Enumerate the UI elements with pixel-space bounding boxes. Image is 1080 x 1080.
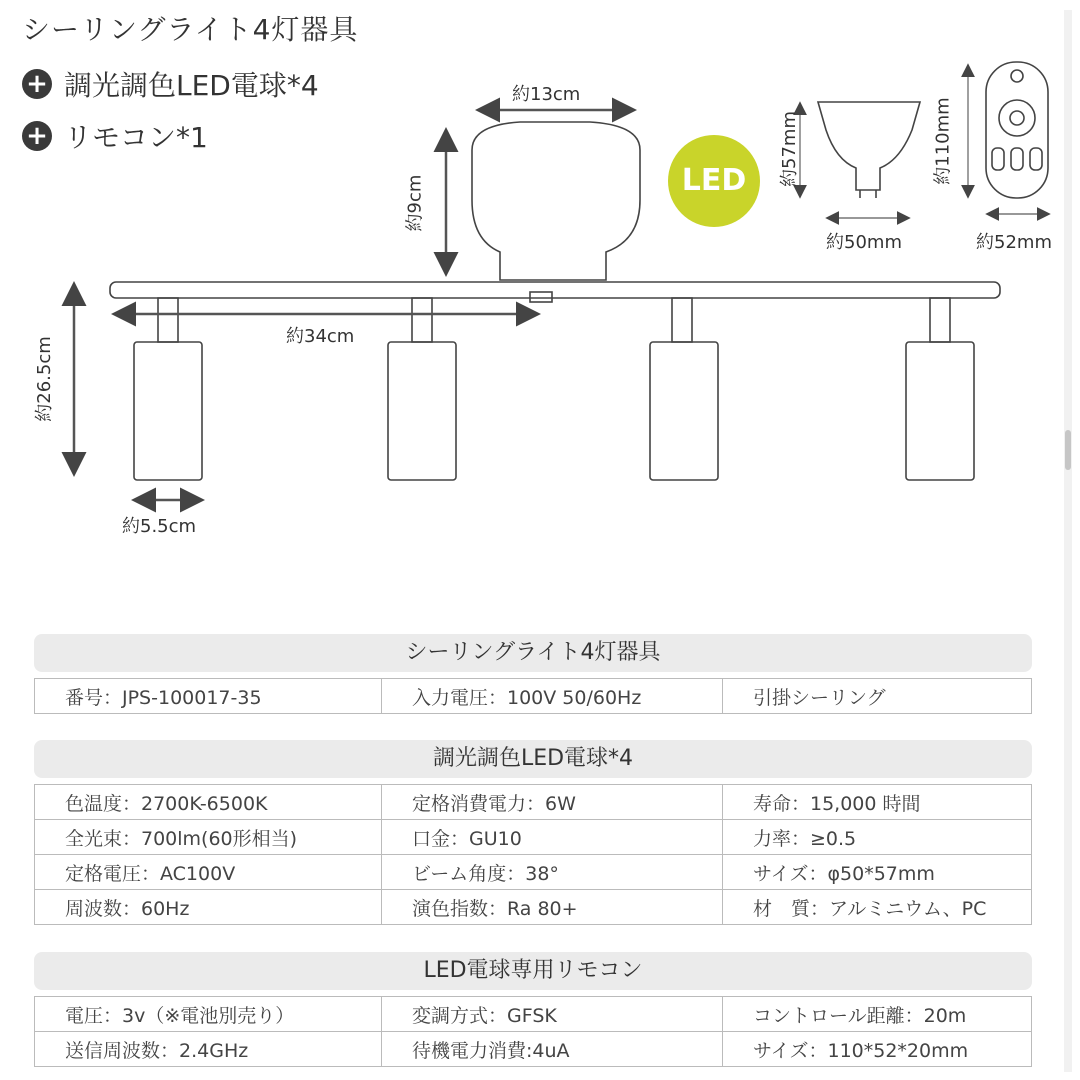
spec-cell: 口金：GU10 <box>382 820 723 855</box>
led-badge: LED <box>668 135 760 227</box>
spec-cell: 定格消費電力：6W <box>382 785 723 820</box>
spec-table <box>34 996 1032 1067</box>
spec-cell: 周波数：60Hz <box>35 890 382 925</box>
spec-cell: コントロール距離：20m <box>723 997 1032 1032</box>
spec-cell: 材 質：アルミニウム、PC <box>723 890 1032 925</box>
bulb-outline <box>818 102 920 190</box>
arm-center-joint <box>530 292 552 302</box>
spec-header: シーリングライト4灯器具 <box>34 634 1032 672</box>
spotlight-3 <box>650 298 718 480</box>
spec-cell: 定格電圧：AC100V <box>35 855 382 890</box>
included-item-label: 調光調色LED電球*4 <box>64 69 319 102</box>
spec-cell: 演色指数：Ra 80+ <box>382 890 723 925</box>
spec-cell: 変調方式：GFSK <box>382 997 723 1032</box>
dim-remote-height: 約110mm <box>932 97 954 185</box>
spec-cell: 引掛シーリング <box>723 679 1032 714</box>
spec-cell: 入力電圧：100V 50/60Hz <box>382 679 723 714</box>
dim-canopy-width: 約13cm <box>512 84 581 105</box>
dim-canopy-height: 約9cm <box>404 174 426 232</box>
dim-bulb-height: 約57mm <box>778 111 800 187</box>
product-title: シーリングライト4灯器具 <box>22 13 359 46</box>
spec-cell: 力率：≥0.5 <box>723 820 1032 855</box>
table-row <box>35 785 1032 820</box>
canopy-outline <box>472 122 640 280</box>
table-row <box>35 820 1032 855</box>
spotlight-2 <box>388 298 456 480</box>
spec-cell: 番号：JPS-100017-35 <box>35 679 382 714</box>
dim-remote-width: 約52mm <box>976 232 1052 253</box>
spotlight-4 <box>906 298 974 480</box>
spec-table <box>34 784 1032 925</box>
plus-icon: + <box>22 69 52 99</box>
spec-cell: サイズ：110*52*20mm <box>723 1032 1032 1067</box>
dim-bulb-width: 約50mm <box>826 232 902 253</box>
spec-section-remote <box>34 952 1032 1067</box>
spec-cell: 電圧：3v（※電池別売り） <box>35 997 382 1032</box>
spec-table <box>34 678 1032 714</box>
table-row <box>35 890 1032 925</box>
spec-cell: 寿命：15,000 時間 <box>723 785 1032 820</box>
spec-section-bulb <box>34 740 1032 925</box>
spec-cell: 色温度：2700K-6500K <box>35 785 382 820</box>
dim-total-height: 約26.5cm <box>33 336 55 422</box>
table-row <box>35 997 1032 1032</box>
spec-header: LED電球専用リモコン <box>34 952 1032 990</box>
spec-cell: 全光束：700lm(60形相当) <box>35 820 382 855</box>
table-row <box>35 1032 1032 1067</box>
included-item-label: リモコン*1 <box>64 121 208 154</box>
plus-icon: + <box>22 121 52 151</box>
spec-cell: サイズ：φ50*57mm <box>723 855 1032 890</box>
dim-arm-length: 約34cm <box>286 326 355 347</box>
spec-section-fixture <box>34 634 1032 714</box>
spotlight-1 <box>134 298 202 480</box>
table-row <box>35 855 1032 890</box>
table-row <box>35 679 1032 714</box>
spec-cell: ビーム角度：38° <box>382 855 723 890</box>
spec-header: 調光調色LED電球*4 <box>34 740 1032 778</box>
spec-cell: 待機電力消費:4uA <box>382 1032 723 1067</box>
dim-shade-width: 約5.5cm <box>122 516 197 537</box>
spec-cell: 送信周波数：2.4GHz <box>35 1032 382 1067</box>
arm-bar <box>110 282 1000 298</box>
